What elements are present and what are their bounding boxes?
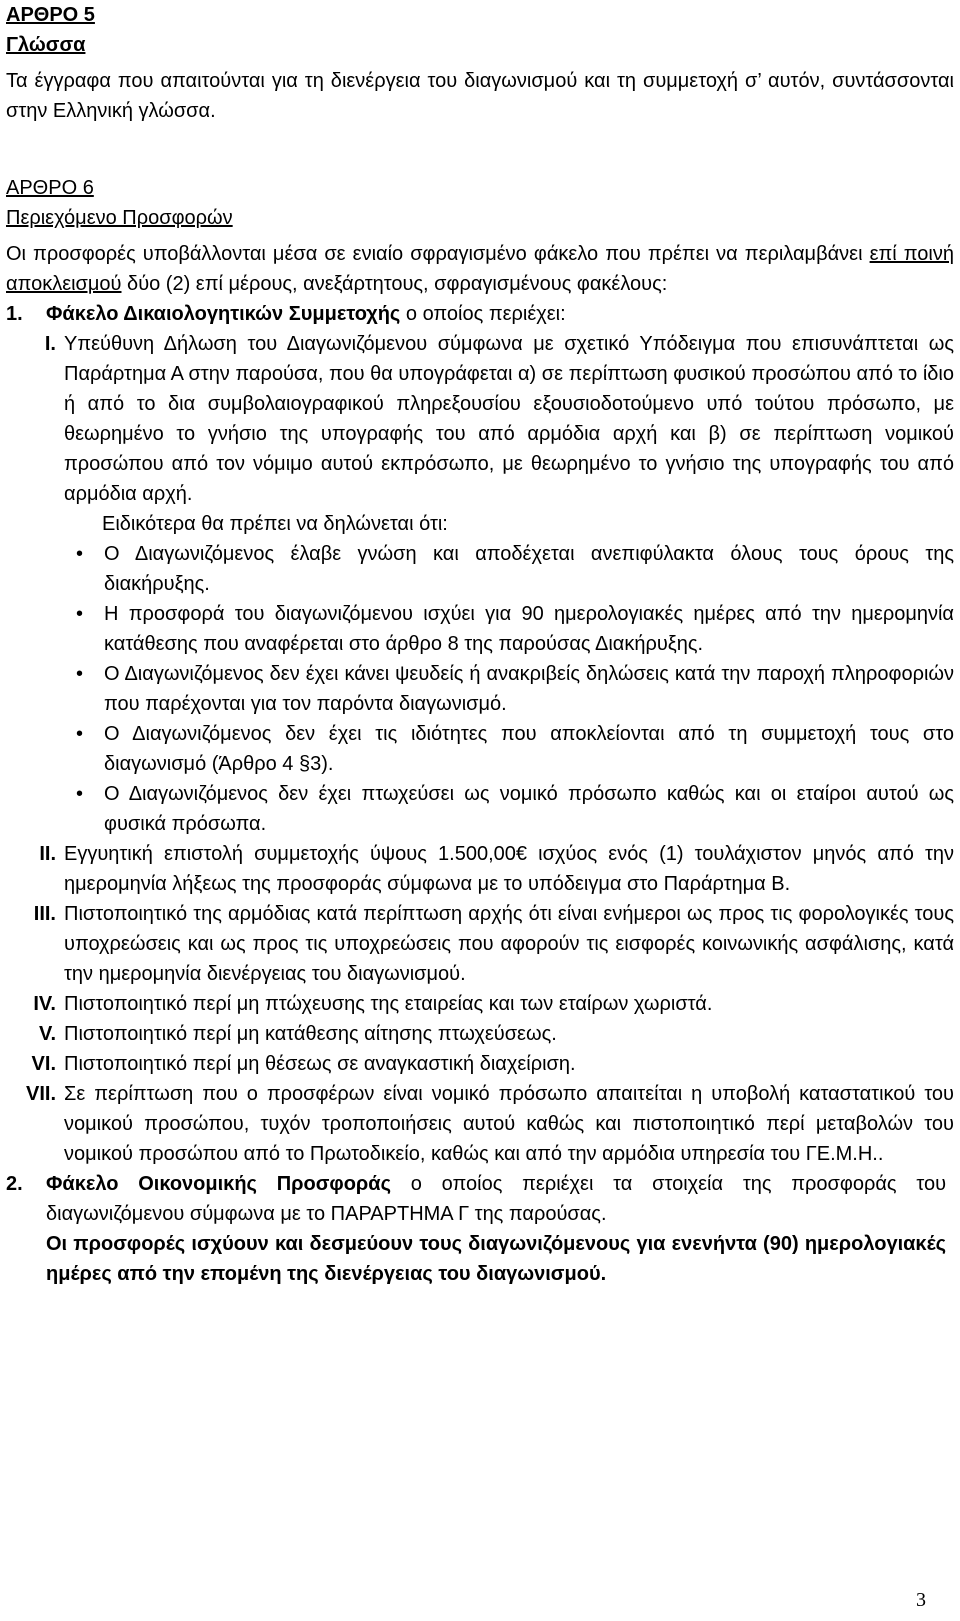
envelope-2-note-row bbox=[6, 1229, 954, 1289]
roman-numeral-i: I. bbox=[44, 333, 56, 355]
article-6-intro-b: δύο (2) επί μέρους, ανεξάρτητους, σφραγισμένους φακέλους: bbox=[121, 273, 668, 295]
list-item-i bbox=[6, 329, 954, 509]
bullet-text: Ο Διαγωνιζόμενος δεν έχει πτωχεύσει ως νομικό πρόσωπο καθώς και οι εταίροι αυτού ως φυσικά πρόσωπα. bbox=[104, 783, 954, 835]
list-item-v bbox=[6, 1019, 954, 1049]
article-5-number bbox=[6, 0, 954, 30]
roman-numeral-vii: VII. bbox=[25, 1083, 56, 1105]
bullet-item bbox=[76, 599, 954, 659]
envelope-2-text bbox=[46, 1169, 946, 1229]
page-number: 3 bbox=[916, 1589, 926, 1611]
article-5-number-text: ΑΡΘΡΟ 5 bbox=[6, 4, 95, 26]
declaration-sub-intro: Ειδικότερα θα πρέπει να δηλώνεται ότι: bbox=[102, 513, 448, 535]
bullet-icon: • bbox=[76, 603, 84, 625]
list-item-vii-text: Σε περίπτωση που ο προσφέρων είναι νομικό πρόσωπο απαιτείται η υποβολή καταστατικού του νομικού προσώπου, τυχόν τροποποιήσεις αυτού καθώς και πιστοποιητικό περί μεταβολών του νομικού προσώπου από το Πρωτοδικείο, καθώς και από την αρμόδια υπηρεσία του ΓΕ.Μ.Η.. bbox=[64, 1083, 954, 1165]
bullet-text: Ο Διαγωνιζόμενος δεν έχει τις ιδιότητες που αποκλείονται από τη συμμετοχή τους στο διαγωνισμό (Άρθρο 4 §3). bbox=[104, 723, 954, 775]
roman-numeral-iii: III. bbox=[33, 903, 56, 925]
article-5-paragraph: Τα έγγραφα που απαιτούνται για τη διενέργεια του διαγωνισμού και τη συμμετοχή σ’ αυτόν, συντάσσονται στην Ελληνική γλώσσα. bbox=[6, 70, 954, 122]
bullet-text: Ο Διαγωνιζόμενος έλαβε γνώση και αποδέχεται ανεπιφύλακτα όλους τους όρους της διακήρυξης. bbox=[104, 543, 954, 595]
roman-numeral-iv: IV. bbox=[33, 993, 56, 1015]
bullet-item bbox=[76, 779, 954, 839]
roman-numeral-v: V. bbox=[38, 1023, 56, 1045]
envelope-1-number: 1. bbox=[6, 303, 23, 325]
list-item-vii bbox=[6, 1079, 954, 1169]
article-6-number bbox=[6, 173, 954, 203]
bullet-text: Η προσφορά του διαγωνιζόμενου ισχύει για 90 ημερολογιακές ημέρες από την ημερομηνία κατάθεσης που αναφέρεται στο άρθρο 8 της παρούσας Διακήρυξης. bbox=[104, 603, 954, 655]
document-page bbox=[6, 0, 954, 1289]
article-6-title-text: Περιεχόμενο Προσφορών bbox=[6, 207, 233, 229]
article-6-number-text: ΑΡΘΡΟ 6 bbox=[6, 177, 94, 199]
list-item-iii-text: Πιστοποιητικό της αρμόδιας κατά περίπτωση αρχής ότι είναι ενήμεροι ως προς τις φορολογικές τους υποχρεώσεις και ως προς τις υποχρεώσεις που αφορούν τις εισφορές κοινωνικής ασφάλισης, κατά την ημερομηνία διενέργειας του διαγωνισμού. bbox=[64, 903, 954, 985]
list-item-vi bbox=[6, 1049, 954, 1079]
bullet-item bbox=[76, 659, 954, 719]
envelope-2-rest: ο οποίος περιέχει τα στοιχεία της προσφοράς του διαγωνιζόμενου σύμφωνα με το ΠΑΡΑΡΤΗΜΑ Γ της παρούσας. bbox=[46, 1173, 947, 1225]
envelope-1-rest: ο οποίος περιέχει: bbox=[400, 303, 566, 325]
envelope-2-heading bbox=[6, 1169, 954, 1229]
bullet-icon: • bbox=[76, 723, 84, 745]
list-item-iii bbox=[6, 899, 954, 989]
envelope-2-title: Φάκελο Οικονομικής Προσφοράς bbox=[46, 1173, 392, 1195]
article-6-intro-underlined: επί ποινή αποκλεισμού bbox=[6, 243, 955, 295]
list-item-iv-text: Πιστοποιητικό περί μη πτώχευσης της εταιρείας και των εταίρων χωριστά. bbox=[64, 993, 713, 1015]
list-item-ii-text: Εγγυητική επιστολή συμμετοχής ύψους 1.500,00€ ισχύος ενός (1) τουλάχιστον μηνός από την ημερομηνία λήξεως της προσφοράς σύμφωνα με το υπόδειγμα στο Παράρτημα Β. bbox=[64, 843, 954, 895]
bullet-icon: • bbox=[76, 783, 84, 805]
article-5-title-text: Γλώσσα bbox=[6, 34, 86, 56]
bullet-item bbox=[76, 539, 954, 599]
article-6-intro bbox=[6, 239, 954, 299]
article-5-title bbox=[6, 30, 954, 60]
roman-numeral-ii: II. bbox=[39, 843, 56, 865]
envelope-1-heading-text bbox=[46, 299, 946, 329]
envelope-2-number: 2. bbox=[6, 1173, 23, 1195]
list-item-ii bbox=[6, 839, 954, 899]
envelope-2-bold-note: Οι προσφορές ισχύουν και δεσμεύουν τους διαγωνιζόμενους για ενενήντα (90) ημερολογιακές ημέρες από την επομένη της διενέργειας του διαγωνισμού. bbox=[46, 1233, 946, 1285]
article-6-intro-a: Οι προσφορές υποβάλλονται μέσα σε ενιαίο σφραγισμένο φάκελο που πρέπει να περιλαμβάνει bbox=[6, 243, 870, 265]
list-item-v-text: Πιστοποιητικό περί μη κατάθεσης αίτησης πτωχεύσεως. bbox=[64, 1023, 557, 1045]
roman-numeral-vi: VI. bbox=[31, 1053, 56, 1075]
article-6-title bbox=[6, 203, 954, 233]
bullet-text: Ο Διαγωνιζόμενος δεν έχει κάνει ψευδείς ή ανακριβείς δηλώσεις κατά την παροχή πληροφοριών που παρέχονται για τον παρόντα διαγωνισμό. bbox=[104, 663, 954, 715]
envelope-1-heading bbox=[6, 299, 954, 329]
bullet-item bbox=[76, 719, 954, 779]
list-item-i-text: Υπεύθυνη Δήλωση του Διαγωνιζόμενου σύμφωνα με σχετικό Υπόδειγμα που επισυνάπτεται ως Παράρτημα Α στην παρούσα, που θα υπογράφεται α) σε περίπτωση φυσικού προσώπου από το ίδιο ή από το δια συμβολαιογραφικού πληρεξουσίου εξουσιοδοτούμενο υπό τούτου πρόσωπο, με θεωρημένο το γνήσιο της υπογραφής του από αρμόδια αρχή και β) σε περίπτωση νομικού προσώπου από τον νόμιμο αυτού εκπρόσωπο, με θεωρημένο το γνήσιο της υπογραφής του από αρμόδια αρχή. bbox=[64, 333, 954, 505]
bullet-icon: • bbox=[76, 543, 84, 565]
list-item-vi-text: Πιστοποιητικό περί μη θέσεως σε αναγκαστική διαχείριση. bbox=[64, 1053, 576, 1075]
list-item-iv bbox=[6, 989, 954, 1019]
bullet-icon: • bbox=[76, 663, 84, 685]
envelope-1-title: Φάκελο Δικαιολογητικών Συμμετοχής bbox=[46, 303, 401, 325]
